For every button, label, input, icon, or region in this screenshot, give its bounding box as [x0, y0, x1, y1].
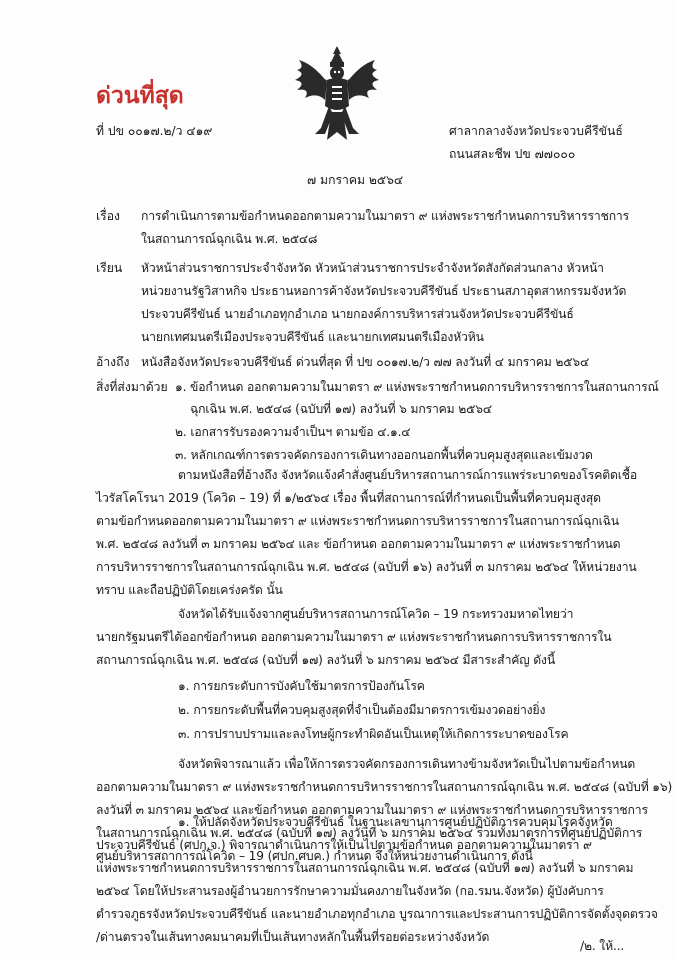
paragraph-4-line: /ด่านตรวจในเส้นทางคมนาคมที่เป็นเส้นทางหลักในพื้นที่รอยต่อระหว่างจังหวัด: [96, 930, 490, 944]
paragraph-1-line: การบริหารราชการในสถานการณ์ฉุกเฉิน พ.ศ. ๒๕๔๘ (ฉบับที่ ๑๖) ลงวันที่ ๓ มกราคม ๒๕๖๔ ให้หน่วยงาน: [96, 560, 637, 574]
recipients-label: เรียน: [96, 261, 123, 275]
document-number: ที่ ปข ๐๐๑๗.๒/ว ๔๑๙: [96, 124, 213, 138]
continuation-marker: /๒. ให้...: [580, 939, 625, 953]
paragraph-1-line: ตามหนังสือที่อ้างถึง จังหวัดแจ้งคำสั่งศูนย์บริหารสถานการณ์การแพร่ระบาดของโรคติดเชื้อ: [178, 468, 638, 482]
paragraph-2-line: จังหวัดได้รับแจ้งจากศูนย์บริหารสถานการณ์โควิด – 19 กระทรวงมหาดไทยว่า: [178, 607, 574, 621]
paragraph-3-line: ลงวันที่ ๓ มกราคม ๒๕๖๔ และข้อกำหนด ออกตามความในมาตรา ๙ แห่งพระราชกำหนดการบริหารราชการ: [96, 803, 648, 817]
enclosure-item: ๓. หลักเกณฑ์การตรวจคัดกรองการเดินทางออกนอกพื้นที่ควบคุมสูงสุดและเข้มงวด: [175, 448, 593, 462]
paragraph-3-line: ออกตามความในมาตรา ๙ แห่งพระราชกำหนดการบริหารราชการในสถานการณ์ฉุกเฉิน พ.ศ. ๒๕๔๘ (ฉบับที่ ๑๖): [96, 780, 673, 794]
key-point: ๑. การยกระดับการบังคับใช้มาตรการป้องกันโรค: [178, 679, 425, 693]
reference-text: หนังสือจังหวัดประจวบคีรีขันธ์ ด่วนที่สุด ที่ ปข ๐๐๑๗.๒/ว ๗๗ ลงวันที่ ๔ มกราคม ๒๕๖๔: [141, 355, 590, 369]
paragraph-3-line: จังหวัดพิจารณาแล้ว เพื่อให้การตรวจคัดกรองการเดินทางข้ามจังหวัดเป็นไปตามข้อกำหนด: [178, 757, 636, 771]
paragraph-4-line: ๒๕๖๔ โดยให้ประสานรองผู้อำนวยการรักษาความมั่นคงภายในจังหวัด (กอ.รมน.จังหวัด) ผู้บังคับการ: [96, 884, 604, 898]
paragraph-4-line: ตำรวจภูธรจังหวัดประจวบคีรีขันธ์ และนายอำเภอทุกอำเภอ บูรณาการและประสานการปฏิบัติการจัดตั้งจุดตรวจ: [96, 907, 658, 921]
subject-line: การดำเนินการตามข้อกำหนดออกตามความในมาตรา ๙ แห่งพระราชกำหนดการบริหารราชการ: [141, 209, 630, 223]
key-point: ๓. การปราบปรามและลงโทษผู้กระทำผิดอันเป็นเหตุให้เกิดการระบาดของโรค: [178, 727, 569, 741]
key-point: ๒. การยกระดับพื้นที่ควบคุมสูงสุดที่จำเป็นต้องมีมาตรการเข้มงวดอย่างยิ่ง: [178, 703, 546, 717]
office-address-line1: ศาลากลางจังหวัดประจวบคีรีขันธ์: [449, 124, 623, 138]
recipients-line: หัวหน้าส่วนราชการประจำจังหวัด หัวหน้าส่วนราชการประจำจังหวัดสังกัดส่วนกลาง หัวหน้า: [141, 261, 604, 275]
office-address-line2: ถนนสละชีพ ปข ๗๗๐๐๐: [449, 147, 576, 161]
paragraph-1-line: พ.ศ. ๒๕๔๘ ลงวันที่ ๓ มกราคม ๒๕๖๔ และ ข้อกำหนด ออกตามความในมาตรา ๙ แห่งพระราชกำหนด: [96, 537, 621, 551]
paragraph-4-line: ๑. ให้ปลัดจังหวัดประจวบคีรีขันธ์ ในฐานะเลขานุการศูนย์ปฏิบัติการควบคุมโรคจังหวัด: [178, 815, 613, 829]
enclosure-item: ๑. ข้อกำหนด ออกตามความในมาตรา ๙ แห่งพระราชกำหนดการบริหารราชการในสถานการณ์: [175, 380, 659, 394]
subject-label: เรื่อง: [96, 209, 120, 223]
paragraph-2-line: สถานการณ์ฉุกเฉิน พ.ศ. ๒๕๔๘ (ฉบับที่ ๑๗) ลงวันที่ ๖ มกราคม ๒๕๖๔ มีสาระสำคัญ ดังนี้: [96, 653, 556, 667]
reference-label: อ้างถึง: [96, 355, 130, 369]
enclosure-item: ฉุกเฉิน พ.ศ. ๒๕๔๘ (ฉบับที่ ๑๗) ลงวันที่ ๖ มกราคม ๒๕๖๔: [190, 402, 492, 416]
urgency-heading: ด่วนที่สุด: [96, 83, 184, 109]
recipients-line: นายกเทศมนตรีเมืองประจวบคีรีขันธ์ และนายกเทศมนตรีเมืองหัวหิน: [141, 330, 484, 344]
paragraph-4-line: ประจวบคีรีขันธ์ (ศปก.จ.) พิจารณาดำเนินการให้เป็นไปตามข้อกำหนด ออกตามความในมาตรา ๙: [96, 838, 592, 852]
paragraph-3-line: ศูนย์บริหารสถาการณ์โควิด – 19 (ศปก.ศบค.) กำหนด จึงให้หน่วยงานดำเนินการ ดังนี้: [96, 849, 533, 863]
paragraph-1-line: ทราบ และถือปฏิบัติโดยเคร่งครัด นั้น: [96, 583, 283, 597]
paragraph-2-line: นายกรัฐมนตรีได้ออกข้อกำหนด ออกตามความในมาตรา ๙ แห่งพระราชกำหนดการบริหารราชการใน: [96, 630, 612, 644]
recipients-line: หน่วยงานรัฐวิสาหกิจ ประธานหอการค้าจังหวัดประจวบคีรีขันธ์ ประธานสภาอุตสาหกรรมจังหวัด: [141, 284, 627, 298]
paragraph-3-line: ในสถานการณ์ฉุกเฉิน พ.ศ. ๒๕๔๘ (ฉบับที่ ๑๗) ลงวันที่ ๖ มกราคม ๒๕๖๔ รวมทั้งมาตรการที่ศูนย์ปฏิบัติการ: [96, 826, 643, 840]
enclosure-item: ๒. เอกสารรับรองความจำเป็นฯ ตามข้อ ๔.๑.๔: [175, 425, 411, 439]
recipients-line: ประจวบคีรีขันธ์ นายอำเภอทุกอำเภอ นายกองค์การบริหารส่วนจังหวัดประจวบคีรีขันธ์: [141, 307, 574, 321]
document-date: ๗ มกราคม ๒๕๖๔: [307, 173, 404, 187]
paragraph-1-line: ตามข้อกำหนดออกตามความในมาตรา ๙ แห่งพระราชกำหนดการบริหารราชการในสถานการณ์ฉุกเฉิน: [96, 514, 619, 528]
paragraph-4-line: แห่งพระราชกำหนดการบริหารราชการในสถานการณ์ฉุกเฉิน พ.ศ. ๒๕๔๘ (ฉบับที่ ๑๗) ลงวันที่ ๖ มกราคม: [96, 861, 634, 875]
garuda-emblem-icon: [285, 44, 389, 144]
enclosures-label: สิ่งที่ส่งมาด้วย: [96, 380, 168, 394]
subject-line: ในสถานการณ์ฉุกเฉิน พ.ศ. ๒๕๔๘: [141, 232, 318, 246]
paragraph-1-line: ไวรัสโคโรนา 2019 (โควิด – 19) ที่ ๑/๒๕๖๔ เรื่อง พื้นที่สถานการณ์ที่กำหนดเป็นพื้นที่ควบคุมสูงสุด: [96, 491, 601, 505]
